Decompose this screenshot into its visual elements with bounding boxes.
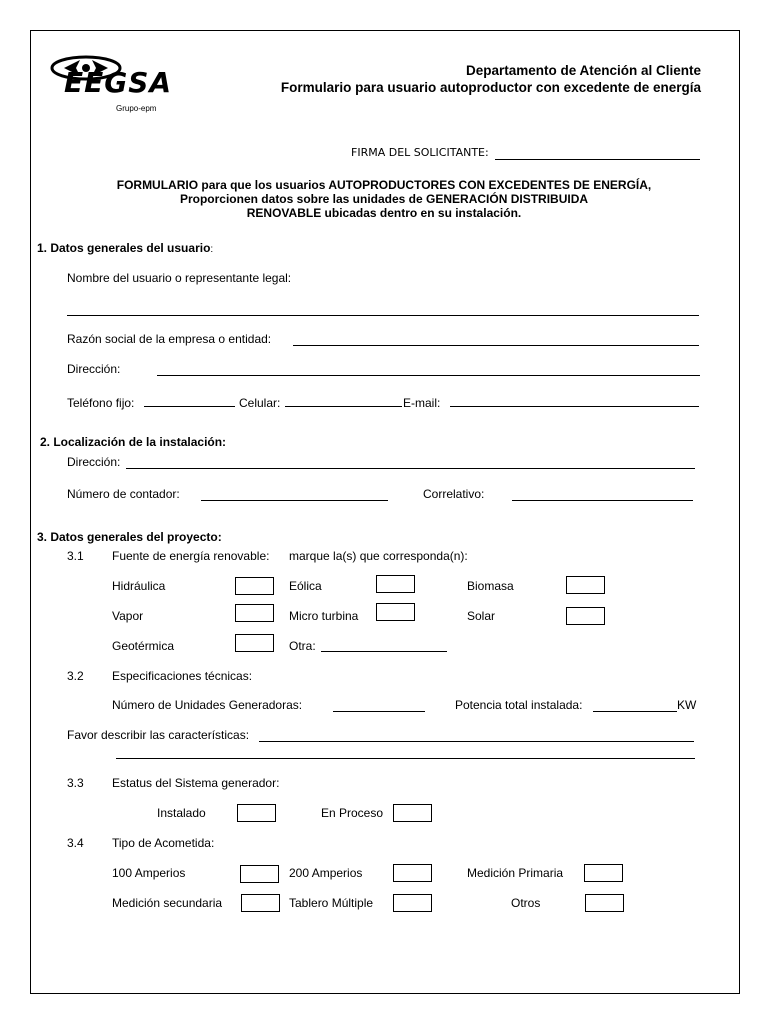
intro-line-2: Proporcionen datos sobre las unidades de GENERACIÓN DISTRIBUIDA (179, 192, 589, 206)
others-checkbox[interactable] (585, 894, 624, 912)
section3-3-number: 3.3 (67, 776, 84, 790)
section3-2-number: 3.2 (67, 669, 84, 683)
install-address-field[interactable] (126, 468, 695, 469)
installed-label: Instalado (157, 806, 206, 820)
installed-power-field[interactable] (593, 711, 677, 712)
section1-title: 1. Datos generales del usuario (37, 241, 211, 255)
renewable-source-label: Fuente de energía renovable: (112, 549, 270, 563)
meter-number-field[interactable] (201, 500, 388, 501)
email-label: E-mail: (403, 396, 441, 410)
biomasa-checkbox[interactable] (566, 576, 605, 594)
solar-checkbox[interactable] (566, 607, 605, 625)
geotermica-checkbox[interactable] (235, 634, 274, 652)
section2-title: 2. Localización de la instalación: (40, 435, 227, 449)
amp200-label: 200 Amperios (289, 866, 363, 880)
multiple-board-checkbox[interactable] (393, 894, 432, 912)
section3-1-number: 3.1 (67, 549, 84, 563)
eolica-checkbox[interactable] (376, 575, 415, 593)
system-status-label: Estatus del Sistema generador: (112, 776, 280, 790)
renewable-source-hint: marque la(s) que corresponda(n): (289, 549, 468, 563)
section3-title: 3. Datos generales del proyecto: (37, 530, 222, 544)
company-name-field[interactable] (293, 345, 699, 346)
micro-turbina-label: Micro turbina (289, 609, 359, 623)
phone-label: Teléfono fijo: (67, 396, 135, 410)
logo-text: EEGSA (64, 66, 173, 99)
micro-turbina-checkbox[interactable] (376, 603, 415, 621)
generator-units-label: Número de Unidades Generadoras: (112, 698, 303, 712)
hidraulica-checkbox[interactable] (235, 577, 274, 595)
section3-4-number: 3.4 (67, 836, 84, 850)
hidraulica-label: Hidráulica (112, 579, 166, 593)
eolica-label: Eólica (289, 579, 322, 593)
user-address-label: Dirección: (67, 362, 121, 376)
vapor-label: Vapor (112, 609, 144, 623)
intro-line-1: FORMULARIO para que los usuarios AUTOPRODUCTORES CON EXCEDENTES DE ENERGÍA, (116, 178, 652, 192)
installed-power-label: Potencia total instalada: (455, 698, 583, 712)
amp100-checkbox[interactable] (240, 865, 279, 883)
amp200-checkbox[interactable] (393, 864, 432, 882)
meter-number-label: Número de contador: (67, 487, 180, 501)
vapor-checkbox[interactable] (235, 604, 274, 622)
section1-heading (37, 241, 213, 255)
form-title: Formulario para usuario autoproductor con excedente de energía (280, 80, 701, 95)
power-unit: KW (677, 698, 697, 712)
in-process-label: En Proceso (321, 806, 384, 820)
describe-field-1[interactable] (259, 741, 694, 742)
describe-field-2[interactable] (116, 758, 695, 759)
user-address-field[interactable] (157, 375, 700, 376)
geotermica-label: Geotérmica (112, 639, 175, 653)
correlative-label: Correlativo: (423, 487, 485, 501)
otra-label: Otra: (289, 639, 316, 653)
cell-field[interactable] (285, 406, 402, 407)
technical-specs-label: Especificaciones técnicas: (112, 669, 253, 683)
signature-field[interactable] (495, 159, 700, 160)
biomasa-label: Biomasa (467, 579, 514, 593)
others-label: Otros (511, 896, 541, 910)
signature-label: FIRMA DEL SOLICITANTE: (351, 146, 489, 159)
in-process-checkbox[interactable] (393, 804, 432, 822)
user-name-label: Nombre del usuario o representante legal: (67, 271, 292, 285)
company-name-label: Razón social de la empresa o entidad: (67, 332, 272, 346)
amp100-label: 100 Amperios (112, 866, 186, 880)
secondary-metering-checkbox[interactable] (241, 894, 280, 912)
installed-checkbox[interactable] (237, 804, 276, 822)
service-type-label: Tipo de Acometida: (112, 836, 215, 850)
primary-metering-label: Medición Primaria (467, 866, 564, 880)
generator-units-field[interactable] (333, 711, 425, 712)
user-name-field[interactable] (67, 315, 699, 316)
correlative-field[interactable] (512, 500, 693, 501)
install-address-label: Dirección: (67, 455, 121, 469)
secondary-metering-label: Medición secundaria (112, 896, 223, 910)
logo-subtitle: Grupo-epm (116, 104, 157, 113)
multiple-board-label: Tablero Múltiple (289, 896, 374, 910)
otra-field[interactable] (321, 651, 447, 652)
primary-metering-checkbox[interactable] (584, 864, 623, 882)
phone-field[interactable] (144, 406, 235, 407)
section1-title-colon: : (210, 244, 214, 255)
email-field[interactable] (450, 406, 699, 407)
department-title: Departamento de Atención al Cliente (465, 63, 701, 78)
intro-line-3: RENOVABLE ubicadas dentro en su instalación. (246, 206, 522, 220)
solar-label: Solar (467, 609, 496, 623)
cell-label: Celular: (239, 396, 281, 410)
describe-label: Favor describir las características: (67, 728, 250, 742)
